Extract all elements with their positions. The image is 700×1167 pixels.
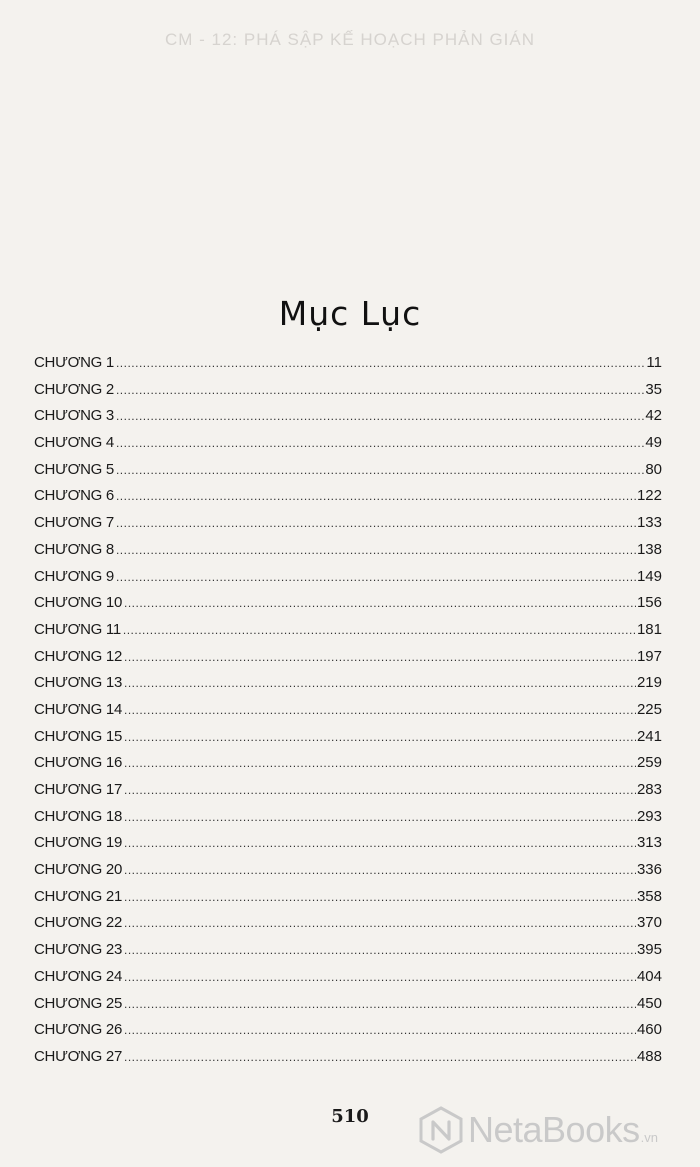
toc-page-number: 197 bbox=[636, 647, 662, 665]
toc-page-number: 460 bbox=[636, 1021, 662, 1039]
toc-page-number: 358 bbox=[636, 887, 662, 905]
toc-row bbox=[34, 750, 662, 777]
toc-page-number: 404 bbox=[636, 967, 662, 985]
netabooks-watermark bbox=[418, 1100, 698, 1160]
toc-row bbox=[34, 937, 662, 964]
dot-leader bbox=[124, 991, 636, 1018]
toc-chapter-label: CHƯƠNG 14 bbox=[34, 700, 122, 718]
dot-leader bbox=[124, 1044, 636, 1071]
toc-row bbox=[34, 644, 662, 671]
toc-page-number: 283 bbox=[636, 781, 662, 798]
dot-leader bbox=[116, 403, 644, 430]
dot-leader bbox=[116, 510, 636, 537]
dot-leader bbox=[124, 777, 636, 804]
toc-page-number: 395 bbox=[636, 941, 662, 959]
toc-row bbox=[34, 430, 662, 457]
toc-chapter-label: CHƯƠNG 10 bbox=[34, 594, 122, 612]
dot-leader bbox=[124, 830, 636, 857]
toc-page-number: 156 bbox=[636, 594, 662, 612]
toc-row bbox=[34, 350, 662, 377]
toc-chapter-label: CHƯƠNG 24 bbox=[34, 967, 122, 985]
netabooks-logo-icon bbox=[418, 1105, 464, 1155]
toc-page-number: 259 bbox=[636, 754, 662, 772]
toc-row bbox=[34, 724, 662, 751]
dot-leader bbox=[124, 697, 636, 724]
watermark-suffix: .vn bbox=[640, 1129, 658, 1145]
toc-row bbox=[34, 564, 662, 591]
toc-row bbox=[34, 590, 662, 617]
toc-chapter-label: CHƯƠNG 12 bbox=[34, 647, 122, 665]
toc-chapter-label: CHƯƠNG 9 bbox=[34, 567, 114, 585]
toc-chapter-label: CHƯƠNG 22 bbox=[34, 914, 122, 932]
toc-row bbox=[34, 884, 662, 911]
toc-chapter-label: CHƯƠNG 23 bbox=[34, 941, 122, 959]
dot-leader bbox=[124, 964, 636, 991]
toc-row bbox=[34, 483, 662, 510]
toc-page-number: 42 bbox=[645, 407, 662, 425]
toc-page-number: 370 bbox=[636, 914, 662, 932]
toc-row bbox=[34, 697, 662, 724]
toc-page-number: 450 bbox=[636, 994, 662, 1012]
toc-chapter-label: CHƯƠNG 20 bbox=[34, 861, 122, 879]
dot-leader bbox=[123, 617, 636, 644]
toc-chapter-label: CHƯƠNG 17 bbox=[34, 781, 122, 798]
running-header: CM - 12: PHÁ SẬP KẾ HOẠCH PHẢN GIÁN bbox=[164, 30, 536, 49]
toc-chapter-label: CHƯƠNG 19 bbox=[34, 834, 122, 852]
dot-leader bbox=[124, 590, 636, 617]
toc-page-number: 181 bbox=[636, 620, 662, 638]
toc-page-number: 313 bbox=[636, 834, 662, 852]
toc-page-number: 11 bbox=[646, 354, 662, 371]
toc-chapter-label: CHƯƠNG 8 bbox=[34, 540, 114, 558]
toc-row bbox=[34, 403, 662, 430]
toc-chapter-label: CHƯƠNG 25 bbox=[34, 994, 122, 1012]
dot-leader bbox=[116, 564, 636, 591]
toc-page-number: 241 bbox=[636, 727, 662, 745]
toc-chapter-label: CHƯƠNG 18 bbox=[34, 807, 122, 825]
toc-row bbox=[34, 964, 662, 991]
dot-leader bbox=[116, 377, 644, 404]
dot-leader bbox=[124, 750, 636, 777]
dot-leader bbox=[116, 483, 636, 510]
toc-chapter-label: CHƯƠNG 4 bbox=[34, 434, 114, 452]
dot-leader bbox=[124, 670, 636, 697]
toc-row bbox=[34, 510, 662, 537]
toc-list bbox=[34, 350, 662, 1071]
toc-chapter-label: CHƯƠNG 13 bbox=[34, 674, 122, 692]
toc-row bbox=[34, 377, 662, 404]
toc-chapter-label: CHƯƠNG 26 bbox=[34, 1021, 122, 1039]
toc-page-number: 122 bbox=[636, 487, 662, 505]
toc-page-number: 133 bbox=[636, 514, 662, 532]
toc-row bbox=[34, 991, 662, 1018]
toc-row bbox=[34, 1044, 662, 1071]
toc-chapter-label: CHƯƠNG 7 bbox=[34, 514, 114, 532]
dot-leader bbox=[124, 937, 636, 964]
toc-row bbox=[34, 830, 662, 857]
toc-chapter-label: CHƯƠNG 27 bbox=[34, 1047, 122, 1065]
toc-chapter-label: CHƯƠNG 2 bbox=[34, 380, 114, 398]
dot-leader bbox=[124, 884, 636, 911]
toc-row bbox=[34, 910, 662, 937]
toc-page-number: 149 bbox=[636, 567, 662, 585]
toc-row bbox=[34, 857, 662, 884]
dot-leader bbox=[124, 857, 636, 884]
toc-page-number: 225 bbox=[636, 700, 662, 718]
toc-row bbox=[34, 804, 662, 831]
toc-row bbox=[34, 457, 662, 484]
toc-chapter-label: CHƯƠNG 6 bbox=[34, 487, 114, 505]
toc-page-number: 488 bbox=[636, 1047, 662, 1065]
toc-page-number: 80 bbox=[645, 460, 662, 478]
toc-chapter-label: CHƯƠNG 3 bbox=[34, 407, 114, 425]
toc-page-number: 49 bbox=[645, 434, 662, 452]
toc-row bbox=[34, 777, 662, 804]
toc-title: Mục Lục bbox=[278, 294, 422, 333]
watermark-brand: NetaBooks bbox=[468, 1109, 640, 1150]
dot-leader bbox=[116, 457, 644, 484]
dot-leader bbox=[116, 430, 644, 457]
dot-leader bbox=[124, 644, 636, 671]
toc-chapter-label: CHƯƠNG 1 bbox=[34, 354, 114, 371]
toc-row bbox=[34, 617, 662, 644]
dot-leader bbox=[116, 350, 645, 377]
toc-page-number: 293 bbox=[636, 807, 662, 825]
toc-chapter-label: CHƯƠNG 21 bbox=[34, 887, 122, 905]
dot-leader bbox=[116, 537, 636, 564]
dot-leader bbox=[124, 910, 636, 937]
dot-leader bbox=[124, 724, 636, 751]
toc-chapter-label: CHƯƠNG 15 bbox=[34, 727, 122, 745]
dot-leader bbox=[124, 804, 636, 831]
toc-row bbox=[34, 670, 662, 697]
dot-leader bbox=[124, 1017, 636, 1044]
page-number: 510 bbox=[331, 1106, 369, 1127]
toc-page-number: 138 bbox=[636, 540, 662, 558]
toc-chapter-label: CHƯƠNG 16 bbox=[34, 754, 122, 772]
toc-row bbox=[34, 537, 662, 564]
toc-page-number: 35 bbox=[645, 380, 662, 398]
toc-chapter-label: CHƯƠNG 5 bbox=[34, 460, 114, 478]
toc-chapter-label: CHƯƠNG 11 bbox=[34, 620, 121, 638]
toc-page-number: 219 bbox=[636, 674, 662, 692]
toc-page-number: 336 bbox=[636, 861, 662, 879]
toc-row bbox=[34, 1017, 662, 1044]
